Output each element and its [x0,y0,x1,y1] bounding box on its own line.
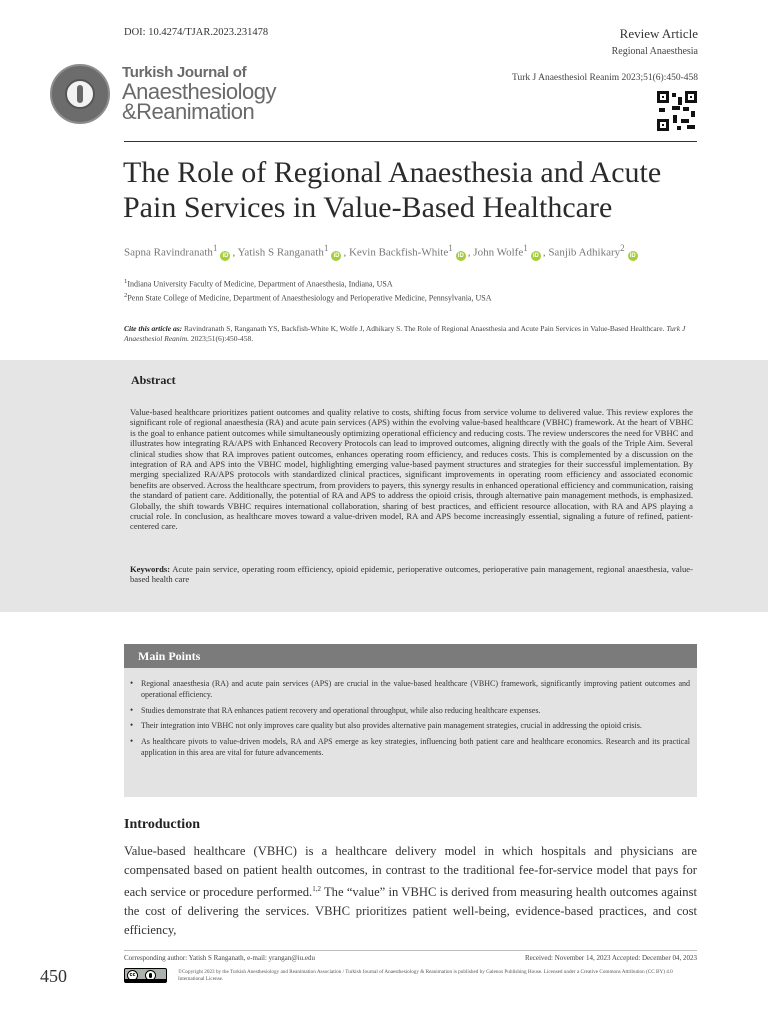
author-affiliation-sup: 1 [323,243,329,253]
affiliation-text: Indiana University Faculty of Medicine, Department of Anaesthesia, Indiana, USA [127,279,393,289]
cite-label: Cite this article as: [124,324,183,333]
main-point-item: • Their integration into VBHC not only improves care quality but also provides alternative pain management strategies, crucial in addressing the opioid crisis. [128,720,690,731]
main-points-header [124,644,697,668]
received-accepted-dates: Received: November 14, 2023 Accepted: December 04, 2023 [524,954,697,962]
affiliation-text: Penn State College of Medicine, Department of Anaesthesiology and Perioperative Medicine, Pennsylvania, USA [127,293,492,303]
footer-divider [124,950,697,951]
corresponding-author: Corresponding author: Yatish S Ranganath, e-mail: yrangan@iu.edu [124,954,315,962]
intro-reference-sup[interactable]: 1,2 [312,885,321,893]
affiliation-1 [124,278,393,289]
cite-this-article [124,324,704,344]
main-points-title: Main Points [138,649,201,663]
article-title [123,155,703,225]
page-number: 450 [40,966,67,986]
journal-name-line2: Anaesthesiology [122,79,276,104]
abstract-title: Abstract [131,373,176,387]
orcid-icon[interactable]: iD [457,252,464,259]
author-affiliation-sup: 1 [523,243,528,253]
main-point-item: • As healthcare pivots to value-driven models, RA and APS emerge as key strategies, influencing both patient care and healthcare economics. Research and its practical application in this area are vital for future advancements. [128,736,690,758]
cc-mark-icon: cc [127,970,138,981]
orcid-icon[interactable]: iD [532,252,539,259]
article-type: Review Article [619,26,698,41]
author-affiliation-sup: 2 [620,243,625,253]
intro-text-part-1: Value-based healthcare (VBHC) is a healthcare delivery model in which hospitals and physicians are compensated based on patient health outcomes, in contrast to the traditional fee-for-service model that pays for each service or procedure performed. [124,844,697,900]
orcid-icon[interactable]: iD [629,252,636,259]
author-name[interactable]: Sanjib Adhikary [548,246,621,259]
keywords [130,564,693,585]
orcid-icon[interactable]: iD [222,252,229,259]
affiliation-sup: 1 [124,278,128,285]
author-affiliation-sup: 1 [448,243,453,253]
journal-name-logo [122,65,276,123]
journal-seal-logo [50,64,110,124]
qr-code-icon [657,91,697,131]
doi: DOI: 10.4274/TJAR.2023.231478 [124,27,269,38]
cc-by-license-icon[interactable] [124,968,167,983]
author-affiliation-sup: 1 [212,243,218,253]
main-point-item: • Studies demonstrate that RA enhances patient recovery and operational throughput, while also reducing healthcare expenses. [128,705,690,716]
author-name[interactable]: Kevin Backfish-White [348,246,449,259]
author-name[interactable]: Sapna Ravindranath [124,246,213,259]
introduction-text [124,842,697,940]
affiliation-2 [124,292,491,303]
intro-text-part-2: The “value” in VBHC is derived from measuring health outcomes against the cost of delivering the services. VBHC prioritizes patient well-being, evidence-based practices, and cost efficiency, [124,885,697,938]
keywords-text: Acute pain service, operating room efficiency, opioid epidemic, perioperative outcomes, perioperative pain management, regional anaesthesia, value-based health care [130,564,693,585]
journal-citation: Turk J Anaesthesiol Reanim 2023;51(6):450-458 [512,73,698,83]
author-name[interactable]: Yatish S Ranganath [237,246,324,259]
abstract-text: Value-based healthcare prioritizes patient outcomes and quality relative to costs, shifting focus from service volume to delivered value. This review explores the significant role of regional anaesthesia (RA) and acute pain services (APS) within the evolving value-based healthcare (VBHC) framework. At the heart of VBHC is the goal to enhance patient outcomes while simultaneously optimizing operational efficiency and reducing costs. The review underscores the need for VBHC and illustrates how integrating RA/APS with Enhanced Recovery Protocols can lead to improved outcomes, aligning directly with the goals of the Triple Aim. Several clinical studies show that RA improves patient outcomes, enhances operating room efficiency, and reduces costs. This is complemented by a discussion on the integration of RA and APS into the VBHC model, highlighting emerging value-based payment structures and strategies for their successful implementation. By merging specialized RA/APS protocols with standardized clinical practices, significant improvements in operating room efficiency and associated economic benefits are observed. Across the healthcare spectrum, from providers to payers, this synergy results in enhanced operational efficiency and communication, raising the standard of patient care. Additionally, the potential of RA and APS to address the opioid crisis, through alternative pain management methods, is emphasized. Globally, the shift towards VBHC requires international collaboration, sharing of best practices, and efficient resource allocation, with RA and APS playing a crucial role. In conclusion, as healthcare moves toward a value-driven model, RA and APS become increasingly essential, signaling a future of refined, patient-centered care. [130,407,693,532]
title-line-2: Pain Services in Value-Based Healthcare [123,191,613,224]
affiliation-sup: 2 [124,292,128,299]
main-point-item: • Regional anaesthesia (RA) and acute pain services (APS) are crucial in the value-based healthcare (VBHC) framework, significantly improving patient outcomes and operational efficiency. [128,678,690,700]
author-name[interactable]: John Wolfe [473,246,524,259]
article-subtype: Regional Anaesthesia [611,46,698,57]
main-points-list [128,678,690,762]
introduction-heading: Introduction [124,817,200,832]
journal-name-line1: Turkish Journal of [122,64,247,81]
cite-journal: Turk J Anaesthesiol Reanim. [124,324,686,343]
license-text: ©Copyright 2023 by the Turkish Anesthesiology and Reanimation Association / Turkish Journal of Anaesthesiology & Reanimation is published by Galenos Publishing House. Licensed under a Creative Commons Attribution (CC BY) 4.0 International License. [178,969,673,982]
journal-name-line3: &Reanimation [122,99,255,124]
keywords-label: Keywords: [130,564,171,574]
cite-ref: 2023;51(6):450-458. [190,334,254,343]
cite-text: Ravindranath S, Ranganath YS, Backfish-White K, Wolfe J, Adhikary S. The Role of Regional Anaesthesia and Acute Pain Services in Value-Based Healthcare. [184,324,665,333]
orcid-icon[interactable]: iD [333,252,340,259]
header-divider [124,141,697,142]
author-list: Sapna Ravindranath$^1$iD , Yatish S Ranganath$^1$iD , Kevin Backfish-White$^1$iD , John Wolfe$^1$iD , Sanjib Adhikary$^2$iD [124,243,636,259]
title-line-1: The Role of Regional Anaesthesia and Acute [123,156,662,189]
